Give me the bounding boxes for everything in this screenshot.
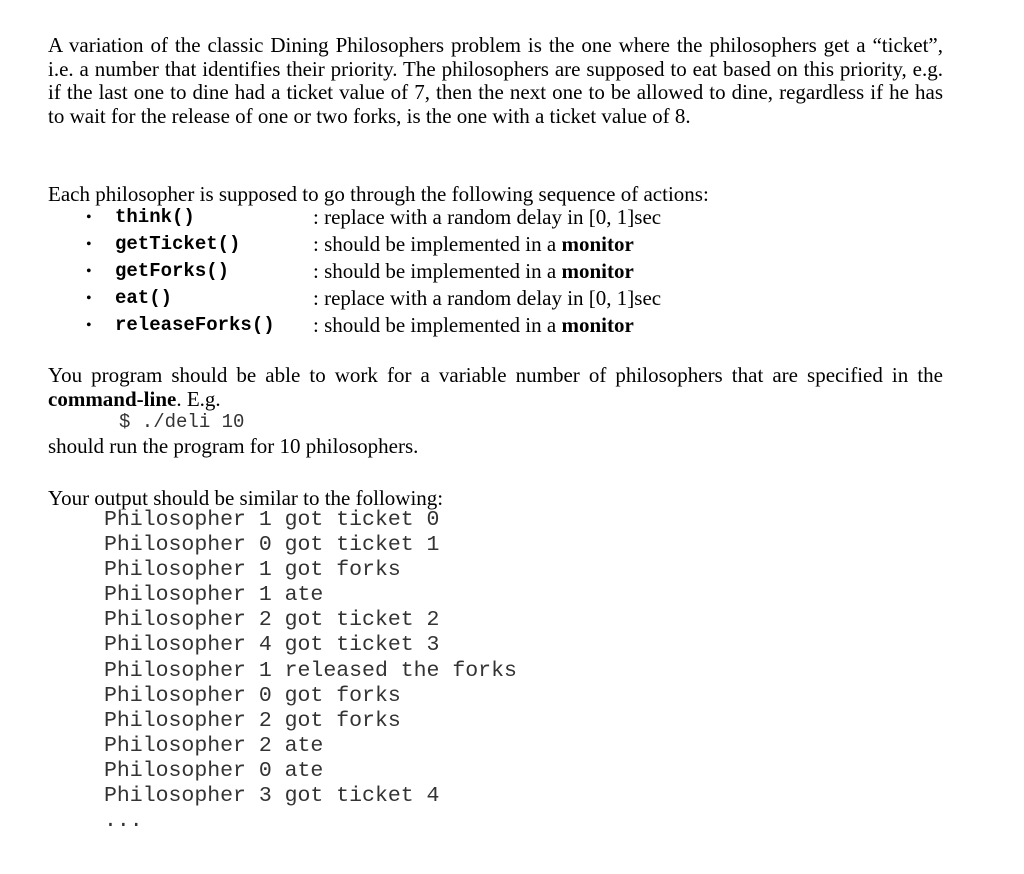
cmdline-text: You program should be able to work for a variable number of philosophers that are specified in the — [48, 363, 943, 387]
action-code: releaseForks() — [115, 314, 275, 336]
output-line: Philosopher 2 got forks — [104, 708, 401, 733]
intro-paragraph — [48, 34, 943, 128]
output-line: Philosopher 2 got ticket 2 — [104, 608, 440, 633]
action-desc — [313, 231, 634, 258]
output-line: Philosopher 3 got ticket 4 — [104, 784, 440, 809]
output-line: Philosopher 4 got ticket 3 — [104, 633, 440, 658]
output-line: Philosopher 1 got ticket 0 — [104, 508, 440, 532]
action-desc — [313, 258, 634, 285]
output-line: Philosopher 1 released the forks — [104, 658, 517, 683]
cmdline-paragraph — [48, 364, 943, 411]
desc-text: : should be implemented in a — [313, 232, 562, 256]
action-code: getForks() — [115, 260, 230, 282]
bullet: • — [86, 290, 92, 307]
intro-text: A variation of the classic Dining Philosophers problem is the one where the philosophers get a “ticket”, i.e. a number that identifies their priority. The philosophers are supposed to eat based on this priority, e.g. if the last one to dine had a ticket value of 7, then the next one to be allowed to dine, regardless if he has to wait for the release of one or two forks, is the one with a ticket value of 8. — [48, 33, 943, 128]
action-code: eat() — [115, 287, 173, 309]
action-desc — [313, 204, 661, 231]
example-command: $ ./deli 10 — [119, 411, 245, 433]
output-heading: Your output should be similar to the following: — [48, 486, 444, 510]
desc-text: : replace with a random delay in [0, 1]sec — [313, 205, 662, 229]
desc-bold: monitor — [561, 313, 634, 337]
action-desc — [313, 285, 661, 312]
output-line: Philosopher 0 ate — [104, 758, 324, 783]
desc-text: : replace with a random delay in [0, 1]sec — [313, 286, 662, 310]
output-line: Philosopher 1 got forks — [104, 558, 401, 583]
action-code: think() — [115, 206, 195, 228]
cmdline-text-2: . E.g. — [176, 386, 221, 411]
bullet: • — [86, 236, 92, 253]
output-line: ... — [104, 809, 143, 834]
bullet: • — [86, 209, 92, 226]
bullet: • — [86, 263, 92, 280]
bullet: • — [86, 317, 92, 334]
action-desc — [313, 312, 634, 339]
output-line: Philosopher 1 ate — [104, 583, 324, 608]
sample-output — [104, 508, 517, 834]
output-line: Philosopher 2 ate — [104, 733, 324, 758]
cmdline-bold: command-line — [48, 386, 177, 411]
sequence-heading: Each philosopher is supposed to go through the following sequence of actions: — [48, 182, 709, 206]
output-line: Philosopher 0 got forks — [104, 683, 401, 708]
cmdline-after: should run the program for 10 philosophers. — [48, 434, 419, 458]
desc-text: : should be implemented in a — [313, 259, 562, 283]
output-line: Philosopher 0 got ticket 1 — [104, 533, 440, 558]
desc-bold: monitor — [561, 232, 634, 256]
desc-bold: monitor — [561, 259, 634, 283]
action-code: getTicket() — [115, 233, 241, 255]
desc-text: : should be implemented in a — [313, 313, 562, 337]
